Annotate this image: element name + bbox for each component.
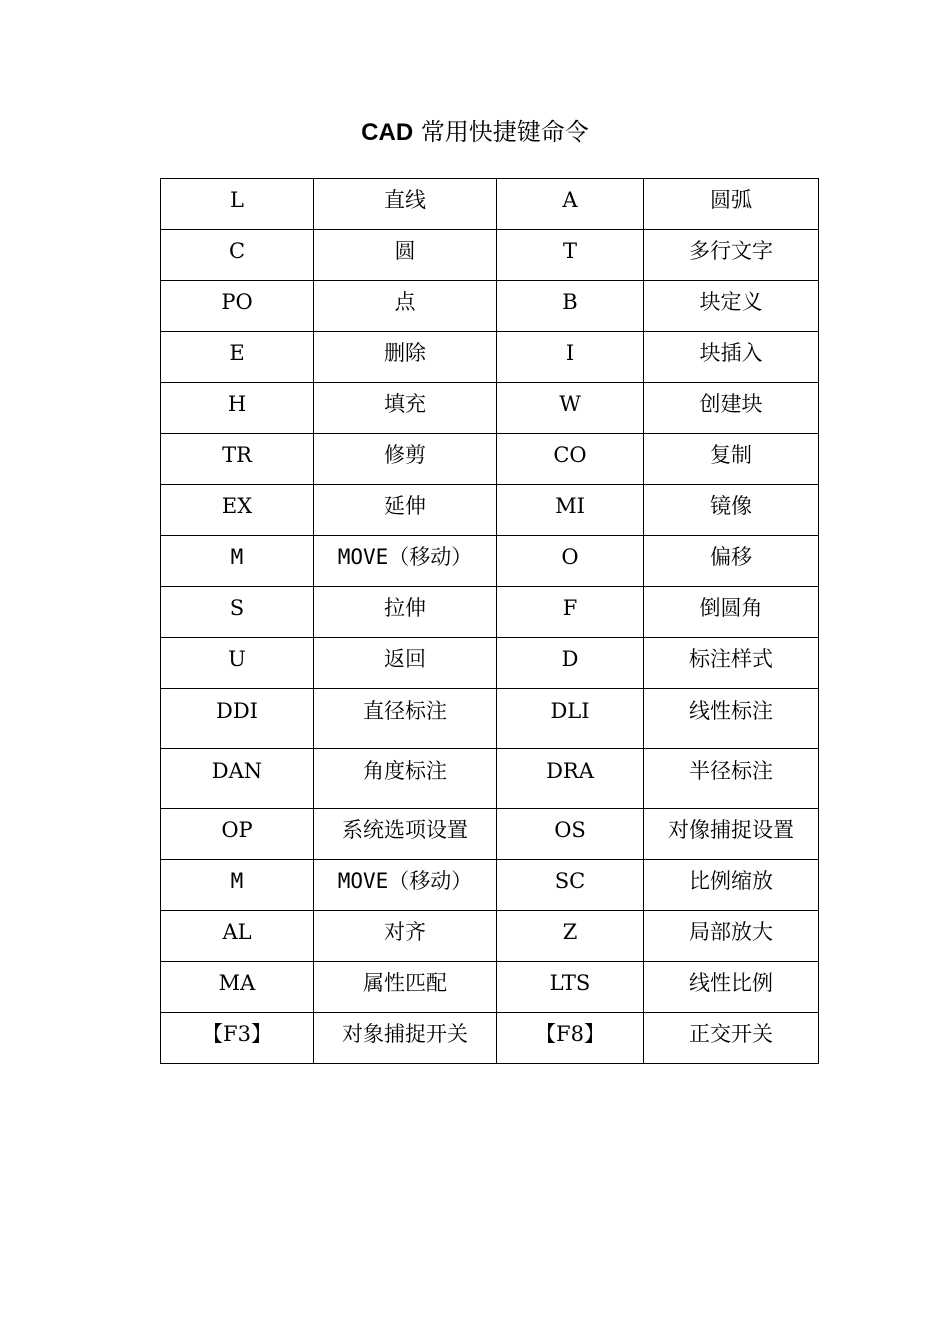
shortcut-key-cell: S: [161, 587, 314, 638]
shortcut-table: [160, 178, 819, 1064]
command-name-cell: 点: [314, 281, 497, 332]
title-latin: CAD: [361, 119, 414, 146]
shortcut-key-cell: OS: [497, 809, 644, 860]
command-name-cell: 对齐: [314, 911, 497, 962]
command-name-cell: 块定义: [644, 281, 819, 332]
shortcut-key-cell: W: [497, 383, 644, 434]
command-name-cell: 直线: [314, 179, 497, 230]
title-cjk: 常用快捷键命令: [420, 118, 589, 146]
shortcut-key-cell: M: [161, 536, 314, 587]
command-name-cell: 比例缩放: [644, 860, 819, 911]
shortcut-key-cell: DDI: [161, 689, 314, 749]
command-name-cell: MOVE（移动）: [314, 860, 497, 911]
shortcut-key-cell: F: [497, 587, 644, 638]
shortcut-key-cell: M: [161, 860, 314, 911]
table-row: [161, 638, 819, 689]
table-row: [161, 179, 819, 230]
shortcut-key-cell: I: [497, 332, 644, 383]
table-row: [161, 485, 819, 536]
command-name-cell: 返回: [314, 638, 497, 689]
command-name-cell: 属性匹配: [314, 962, 497, 1013]
table-row: [161, 383, 819, 434]
command-name-cell: 标注样式: [644, 638, 819, 689]
command-name-cell: 创建块: [644, 383, 819, 434]
command-name-cell: 倒圆角: [644, 587, 819, 638]
shortcut-key-cell: E: [161, 332, 314, 383]
shortcut-key-cell: DLI: [497, 689, 644, 749]
command-name-cell: 局部放大: [644, 911, 819, 962]
shortcut-key-cell: Z: [497, 911, 644, 962]
table-body: [161, 179, 819, 1064]
table-row: [161, 587, 819, 638]
shortcut-key-cell: CO: [497, 434, 644, 485]
shortcut-key-cell: U: [161, 638, 314, 689]
command-name-cell: 删除: [314, 332, 497, 383]
command-name-cell: 偏移: [644, 536, 819, 587]
shortcut-key-cell: 【F8】: [497, 1013, 644, 1064]
table-row: [161, 749, 819, 809]
command-name-cell: 直径标注: [314, 689, 497, 749]
shortcut-key-cell: EX: [161, 485, 314, 536]
shortcut-key-cell: MA: [161, 962, 314, 1013]
shortcut-key-cell: OP: [161, 809, 314, 860]
table-row: [161, 332, 819, 383]
table-row: [161, 809, 819, 860]
table-row: [161, 434, 819, 485]
command-name-cell: 角度标注: [314, 749, 497, 809]
command-name-cell: 填充: [314, 383, 497, 434]
shortcut-key-cell: H: [161, 383, 314, 434]
command-name-cell: 拉伸: [314, 587, 497, 638]
shortcut-key-cell: DAN: [161, 749, 314, 809]
command-name-cell: 半径标注: [644, 749, 819, 809]
shortcut-key-cell: O: [497, 536, 644, 587]
command-name-cell: 系统选项设置: [314, 809, 497, 860]
shortcut-key-cell: LTS: [497, 962, 644, 1013]
command-name-cell: 复制: [644, 434, 819, 485]
table-row: [161, 962, 819, 1013]
command-name-cell: 修剪: [314, 434, 497, 485]
command-name-cell: 镜像: [644, 485, 819, 536]
shortcut-key-cell: DRA: [497, 749, 644, 809]
shortcut-key-cell: B: [497, 281, 644, 332]
shortcut-key-cell: A: [497, 179, 644, 230]
shortcut-key-cell: D: [497, 638, 644, 689]
command-name-cell: 对象捕捉开关: [314, 1013, 497, 1064]
shortcut-key-cell: MI: [497, 485, 644, 536]
command-name-cell: 延伸: [314, 485, 497, 536]
shortcut-key-cell: SC: [497, 860, 644, 911]
command-name-cell: 圆弧: [644, 179, 819, 230]
shortcut-key-cell: TR: [161, 434, 314, 485]
command-name-cell: 块插入: [644, 332, 819, 383]
table-row: [161, 281, 819, 332]
table-row: [161, 860, 819, 911]
table-row: [161, 230, 819, 281]
command-name-cell: 正交开关: [644, 1013, 819, 1064]
shortcut-key-cell: 【F3】: [161, 1013, 314, 1064]
page-title: [0, 114, 950, 151]
shortcut-key-cell: PO: [161, 281, 314, 332]
shortcut-key-cell: C: [161, 230, 314, 281]
command-name-cell: 多行文字: [644, 230, 819, 281]
command-name-cell: 线性比例: [644, 962, 819, 1013]
shortcut-key-cell: AL: [161, 911, 314, 962]
shortcut-key-cell: L: [161, 179, 314, 230]
command-name-cell: 线性标注: [644, 689, 819, 749]
table-row: [161, 1013, 819, 1064]
table-row: [161, 536, 819, 587]
table-row: [161, 911, 819, 962]
command-name-cell: 圆: [314, 230, 497, 281]
shortcut-key-cell: T: [497, 230, 644, 281]
table-row: [161, 689, 819, 749]
command-name-cell: 对像捕捉设置: [644, 809, 819, 860]
command-name-cell: MOVE（移动）: [314, 536, 497, 587]
